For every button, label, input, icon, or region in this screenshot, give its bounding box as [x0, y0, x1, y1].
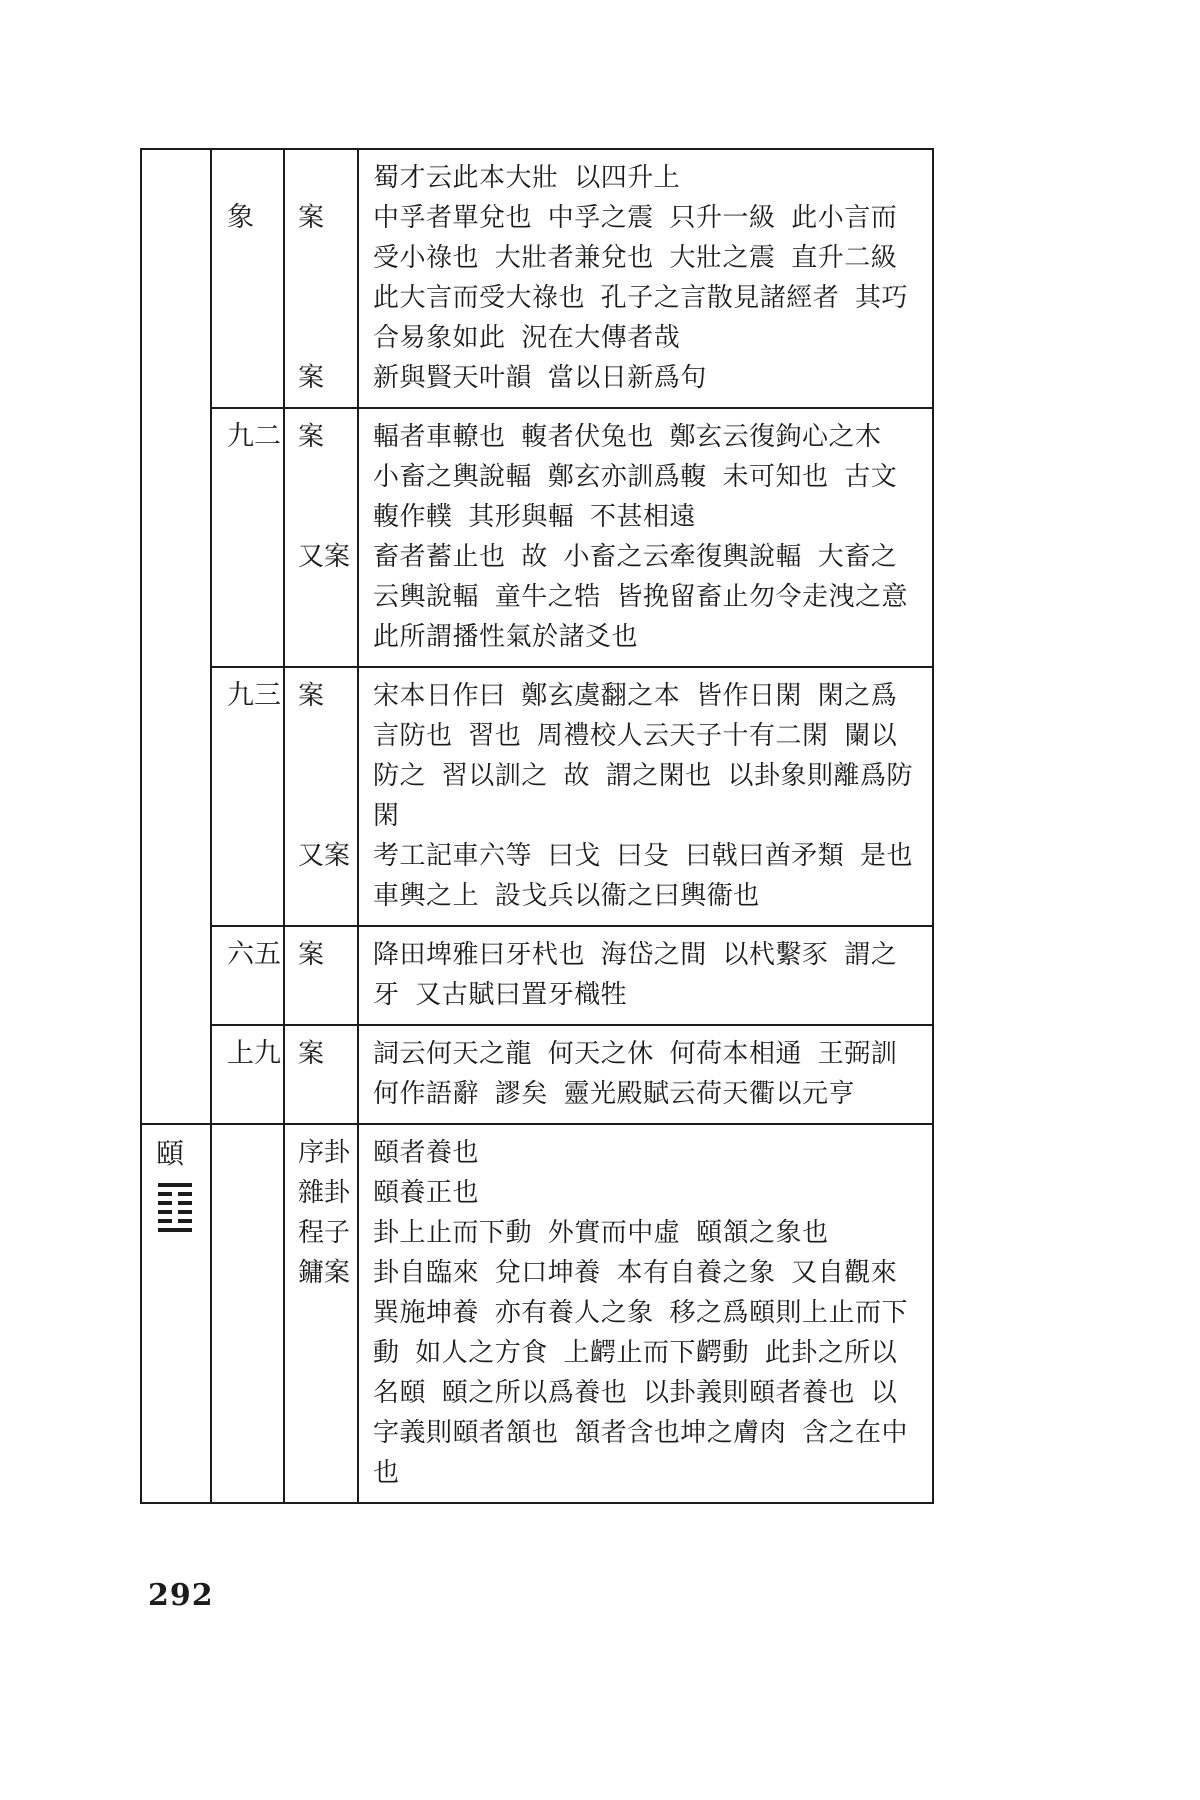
table-section — [142, 1123, 932, 1502]
line-name-cell — [212, 150, 285, 407]
line-name-cell — [212, 668, 285, 925]
hexagram-cell — [142, 150, 212, 1123]
entry-list — [285, 1026, 932, 1123]
entry-text: 詞云何天之龍 何天之休 何荷本相通 王弼訓何作語辭 謬矣 靈光殿賦云荷天衢以元亨 — [357, 1026, 932, 1123]
hexagram-line-broken — [158, 1210, 192, 1214]
hexagram-name: 頤 — [156, 1137, 185, 1170]
entry-text: 畜者蓄止也 故 小畜之云牽復輿說輻 大畜之云輿說輻 童牛之牿 皆挽留畜止勿令走洩之意 此所謂播性氣於諸爻也 — [357, 537, 932, 666]
commentary-entry — [285, 1253, 932, 1502]
entry-list — [285, 927, 932, 1024]
line-name: 六五 — [227, 939, 281, 970]
hexagram-line-solid — [158, 1183, 192, 1187]
entry-label: 又案 — [298, 542, 351, 572]
commentary-entry — [285, 198, 932, 358]
entry-label: 案 — [298, 203, 325, 233]
entry-text: 頤養正也 — [357, 1173, 932, 1213]
entry-text: 頤者養也 — [357, 1125, 932, 1173]
line-name-cell — [212, 927, 285, 1024]
entry-text: 中孚者單兌也 中孚之震 只升一級 此小言而受小祿也 大壯者兼兌也 大壯之震 直升二級 此大言而受大祿也 孔子之言散見諸經者 其巧合易象如此 況在大傳者哉 — [357, 198, 932, 358]
commentary-entry — [285, 150, 932, 198]
commentary-entry — [285, 1026, 932, 1123]
line-name: 九三 — [227, 680, 281, 711]
entry-text: 輻者車轑也 輹者伏兔也 鄭玄云復鉤心之木 小畜之輿說輻 鄭玄亦訓爲輹 未可知也 古文輹作轐 其形與輻 不甚相遠 — [357, 409, 932, 537]
hexagram-line-broken — [158, 1192, 192, 1196]
line-name-cell — [212, 1125, 285, 1502]
commentary-entry — [285, 358, 932, 407]
line-name-cell — [212, 409, 285, 666]
commentary-table — [140, 148, 934, 1504]
line-name: 九二 — [227, 421, 281, 452]
entry-list — [285, 1125, 932, 1502]
commentary-entry — [285, 927, 932, 1024]
entry-label: 序卦 — [298, 1138, 351, 1168]
hexagram-line-broken — [158, 1201, 192, 1205]
entry-list — [285, 409, 932, 666]
entry-text: 降田埤雅曰牙杙也 海岱之間 以杙繫豕 謂之牙 又古賦曰置牙樴牲 — [357, 927, 932, 1024]
entry-label — [285, 150, 357, 198]
commentary-entry — [285, 409, 932, 537]
commentary-entry — [285, 836, 932, 925]
commentary-entry — [285, 1173, 932, 1213]
commentary-entry — [285, 668, 932, 836]
entry-text: 新與賢天叶韻 當以日新爲句 — [357, 358, 932, 407]
hexagram-line-solid — [158, 1228, 192, 1232]
entry-label: 程子 — [298, 1218, 351, 1248]
section-rows — [212, 150, 932, 1123]
entry-text: 宋本日作曰 鄭玄虞翻之本 皆作日閑 閑之爲言防也 習也 周禮校人云天子十有二閑 闌以防之 習以訓之 故 謂之閑也 以卦象則離爲防閑 — [357, 668, 932, 836]
page-number: 292 — [148, 1578, 214, 1613]
entry-list — [285, 150, 932, 407]
entry-list — [285, 668, 932, 925]
commentary-entry — [285, 1125, 932, 1173]
hexagram-symbol — [158, 1183, 192, 1232]
line-name: 上九 — [227, 1038, 281, 1069]
entry-text: 考工記車六等 曰戈 曰殳 曰戟曰酋矛類 是也 車輿之上 設戈兵以衞之曰輿衞也 — [357, 836, 932, 925]
entry-label: 案 — [298, 1039, 325, 1069]
table-row — [212, 150, 932, 407]
commentary-entry — [285, 1213, 932, 1253]
entry-label: 又案 — [298, 841, 351, 871]
hexagram-line-broken — [158, 1219, 192, 1223]
section-rows — [212, 1125, 932, 1502]
commentary-entry — [285, 537, 932, 666]
table-section — [142, 150, 932, 1123]
line-name: 象 — [227, 202, 254, 233]
hexagram-cell — [142, 1125, 212, 1502]
entry-label: 雜卦 — [298, 1178, 351, 1208]
line-name-cell — [212, 1026, 285, 1123]
table-row — [212, 925, 932, 1024]
entry-label: 案 — [298, 940, 325, 970]
entry-label: 鏞案 — [298, 1258, 351, 1288]
entry-label: 案 — [298, 422, 325, 452]
entry-label: 案 — [298, 681, 325, 711]
entry-text: 卦自臨來 兌口坤養 本有自養之象 又自觀來 巽施坤養 亦有養人之象 移之爲頤則上止而下動 如人之方食 上齶止而下齶動 此卦之所以名頤 頤之所以爲養也 以卦義則頤者養也 以字義則頤者頷也 頷者含也坤之膚肉 含之在中也 — [357, 1253, 932, 1502]
entry-text: 蜀才云此本大壯 以四升上 — [357, 150, 932, 198]
entry-label: 案 — [298, 363, 325, 393]
table-row — [212, 407, 932, 666]
table-row — [212, 666, 932, 925]
table-row — [212, 1125, 932, 1502]
table-row — [212, 1024, 932, 1123]
entry-text: 卦上止而下動 外實而中虛 頤頷之象也 — [357, 1213, 932, 1253]
